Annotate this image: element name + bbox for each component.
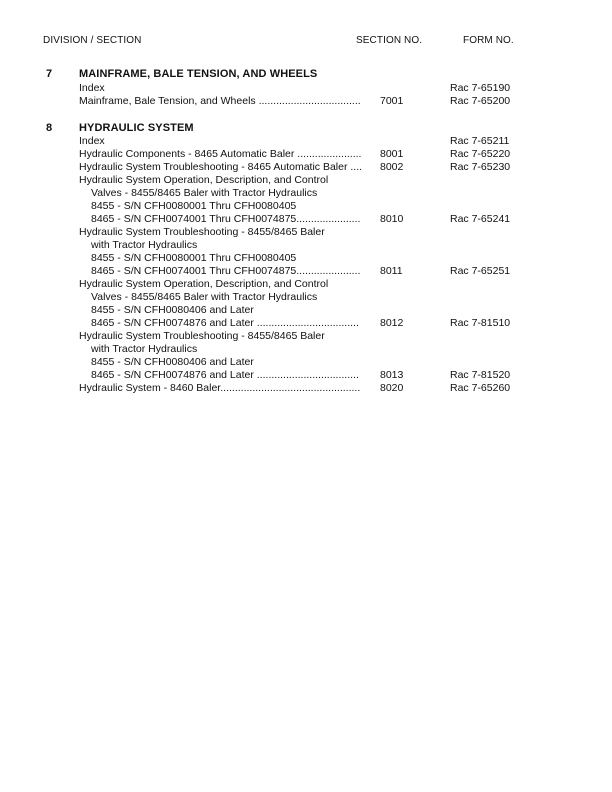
entry-line: Index xyxy=(79,82,105,94)
entry-section-no: 8012 xyxy=(380,317,404,329)
entry-line: Valves - 8455/8465 Baler with Tractor Hydraulics xyxy=(91,187,318,199)
entry-line: Hydraulic System Operation, Description, and Control xyxy=(79,278,329,290)
entry-line: Hydraulic System Troubleshooting - 8465 Automatic Baler .... xyxy=(79,161,363,173)
entry-line: 8465 - S/N CFH0074876 and Later ................................... xyxy=(91,369,359,381)
toc-entry-line xyxy=(79,252,539,265)
entry-line: Index xyxy=(79,135,105,147)
division-number: 7 xyxy=(46,68,53,80)
toc-entry-line xyxy=(79,187,539,200)
toc-entry xyxy=(79,213,539,226)
toc-entry xyxy=(79,265,539,278)
entry-line: 8455 - S/N CFH0080001 Thru CFH0080405 xyxy=(91,252,297,264)
toc-entry-line xyxy=(79,239,539,252)
toc-entry xyxy=(79,161,539,174)
toc-entry-line xyxy=(79,200,539,213)
toc-entry-line xyxy=(79,291,539,304)
entry-line: 8455 - S/N CFH0080406 and Later xyxy=(91,356,254,368)
header-division-section: DIVISION / SECTION xyxy=(43,35,142,46)
toc-entry xyxy=(79,369,539,382)
entry-line: 8455 - S/N CFH0080001 Thru CFH0080405 xyxy=(91,200,297,212)
header-section-no: SECTION NO. xyxy=(356,35,423,46)
entry-section-no: 8020 xyxy=(380,382,404,394)
entry-line: 8465 - S/N CFH0074876 and Later ................................... xyxy=(91,317,359,329)
toc-entry-line xyxy=(79,356,539,369)
entry-section-no: 8013 xyxy=(380,369,404,381)
toc-entry-line xyxy=(79,226,539,239)
toc-entry xyxy=(79,95,539,108)
toc-entry-line xyxy=(79,343,539,356)
entry-form-no: Rac 7-65230 xyxy=(450,161,511,173)
entry-line: Hydraulic System - 8460 Baler................................................ xyxy=(79,382,361,394)
entry-line: Hydraulic System Operation, Description, and Control xyxy=(79,174,329,186)
toc-entry xyxy=(79,82,539,95)
entry-section-no: 8002 xyxy=(380,161,404,173)
toc-entry xyxy=(79,317,539,330)
entry-section-no: 8011 xyxy=(380,265,403,277)
toc-entry xyxy=(79,135,539,148)
entry-line: 8465 - S/N CFH0074001 Thru CFH0074875...................... xyxy=(91,213,361,225)
entry-line: with Tractor Hydraulics xyxy=(91,343,198,355)
toc-entry-line xyxy=(79,174,539,187)
entry-section-no: 8010 xyxy=(380,213,404,225)
entry-line: with Tractor Hydraulics xyxy=(91,239,198,251)
division-title: HYDRAULIC SYSTEM xyxy=(79,122,194,134)
entry-form-no: Rac 7-65241 xyxy=(450,213,511,225)
entry-line: Hydraulic System Troubleshooting - 8455/8465 Baler xyxy=(79,226,325,238)
entry-form-no: Rac 7-81510 xyxy=(450,317,511,329)
division-title: MAINFRAME, BALE TENSION, AND WHEELS xyxy=(79,68,318,80)
entry-section-no: 7001 xyxy=(380,95,404,107)
division-number: 8 xyxy=(46,122,53,134)
toc-entry xyxy=(79,148,539,161)
entry-form-no: Rac 7-65260 xyxy=(450,382,511,394)
entry-form-no: Rac 7-81520 xyxy=(450,369,511,381)
header-form-no: FORM NO. xyxy=(463,35,514,46)
entry-form-no: Rac 7-65211 xyxy=(450,135,510,147)
toc-entry xyxy=(79,382,539,395)
entry-line: Valves - 8455/8465 Baler with Tractor Hydraulics xyxy=(91,291,318,303)
entry-line: Hydraulic System Troubleshooting - 8455/8465 Baler xyxy=(79,330,325,342)
entry-line: 8455 - S/N CFH0080406 and Later xyxy=(91,304,254,316)
entry-line: Mainframe, Bale Tension, and Wheels ................................... xyxy=(79,95,361,107)
toc-entry-line xyxy=(79,278,539,291)
entry-form-no: Rac 7-65251 xyxy=(450,265,511,277)
entry-form-no: Rac 7-65220 xyxy=(450,148,511,160)
entry-form-no: Rac 7-65190 xyxy=(450,82,511,94)
entry-line: Hydraulic Components - 8465 Automatic Baler ...................... xyxy=(79,148,362,160)
entry-line: 8465 - S/N CFH0074001 Thru CFH0074875...................... xyxy=(91,265,361,277)
entry-section-no: 8001 xyxy=(380,148,404,160)
toc-entry-line xyxy=(79,304,539,317)
entry-form-no: Rac 7-65200 xyxy=(450,95,511,107)
toc-entry-line xyxy=(79,330,539,343)
